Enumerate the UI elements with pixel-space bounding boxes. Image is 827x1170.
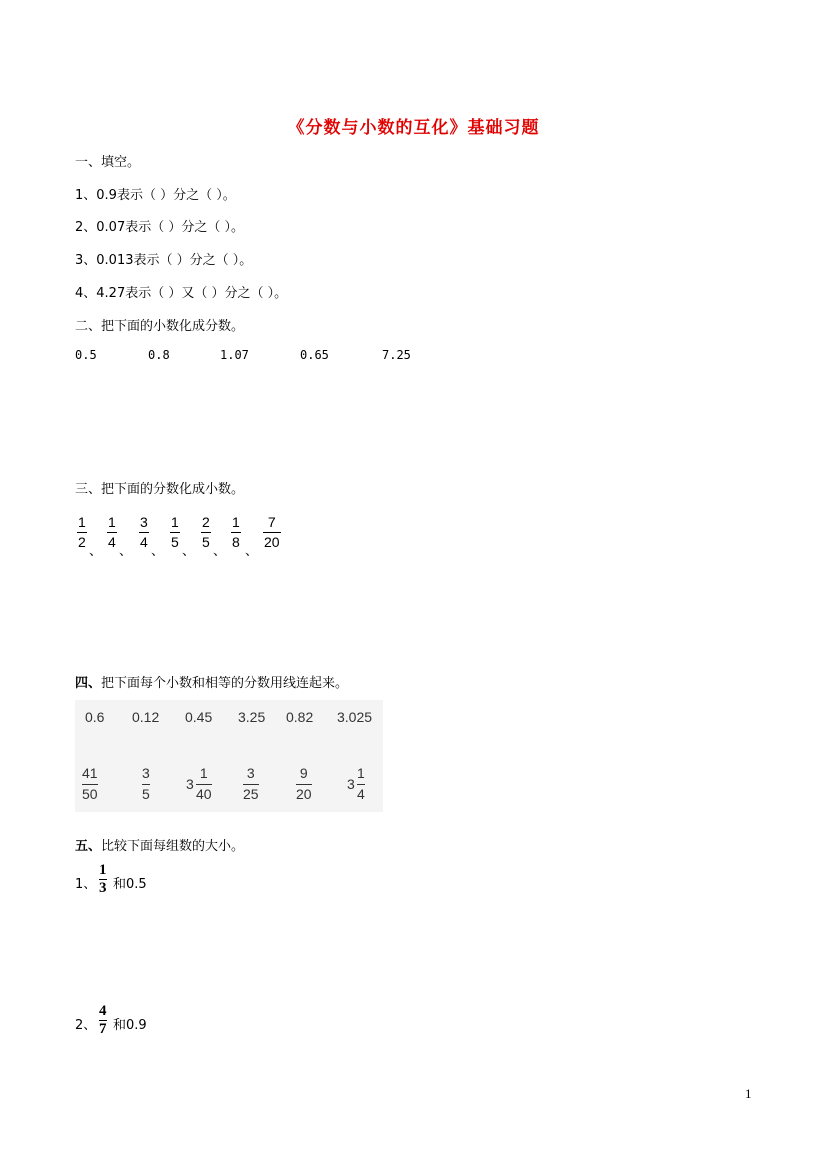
- fraction-denominator: 7: [99, 1021, 107, 1037]
- fill-item-2: 2、0.07表示（ ）分之（ ）。: [75, 220, 244, 235]
- decimal-item: 0.5: [75, 348, 97, 362]
- fraction-denominator: 4: [357, 786, 365, 802]
- fraction: [263, 514, 281, 550]
- decimal-row: [0, 348, 827, 364]
- fraction-bar: [296, 784, 312, 785]
- match-decimal: 0.12: [132, 709, 160, 725]
- fraction: [77, 514, 87, 550]
- match-decimal: 0.6: [85, 709, 105, 725]
- fraction-numerator: 1: [99, 862, 107, 878]
- match-fraction: [82, 765, 98, 803]
- separator: 、: [245, 544, 259, 559]
- fraction-numerator: 41: [82, 765, 98, 781]
- decimal-item: 1.07: [220, 348, 249, 362]
- fill-item-1: 1、0.9表示（ ）分之（ ）。: [75, 188, 236, 203]
- fraction-denominator: 2: [78, 534, 86, 550]
- fraction-bar: [139, 532, 149, 533]
- separator: 、: [182, 544, 196, 559]
- fraction-numerator: 7: [267, 514, 276, 530]
- fraction: [201, 514, 211, 550]
- separator: 、: [119, 544, 133, 559]
- fraction-denominator: 4: [108, 534, 116, 550]
- match-decimal: 3.25: [238, 709, 266, 725]
- fraction-numerator: 9: [299, 765, 308, 781]
- separator: 、: [213, 544, 227, 559]
- fraction-numerator: 1: [199, 765, 208, 781]
- section4-heading-text: 把下面每个小数和相等的分数用线连起来。: [101, 676, 349, 691]
- decimal-item: 7.25: [382, 348, 411, 362]
- fraction-bar: [170, 532, 180, 533]
- match-fraction: [243, 765, 259, 803]
- fraction-denominator: 25: [243, 786, 259, 802]
- match-decimal: 0.45: [185, 709, 213, 725]
- compare-item-1-suffix: 和0.5: [113, 877, 147, 892]
- match-fraction: [196, 765, 212, 803]
- fraction-numerator: 1: [357, 765, 365, 781]
- fill-item-4: 4、4.27表示（ ）又（ ）分之（ ）。: [75, 286, 288, 301]
- fraction-bar: [82, 784, 98, 785]
- fraction-denominator: 50: [82, 786, 98, 802]
- fraction-denominator: 4: [140, 534, 148, 550]
- fraction-denominator: 3: [99, 880, 107, 896]
- fraction-denominator: 20: [264, 534, 280, 550]
- compare-fraction-2: [99, 1004, 107, 1037]
- section3-heading: 三、把下面的分数化成小数。: [75, 482, 245, 497]
- compare-item-2-suffix: 和0.9: [113, 1018, 147, 1033]
- fraction-bar: [231, 532, 241, 533]
- decimal-item: 0.65: [300, 348, 329, 362]
- fraction: [139, 514, 149, 550]
- fraction-bar: [142, 784, 150, 785]
- fraction-denominator: 40: [196, 786, 212, 802]
- match-fraction: [296, 765, 312, 803]
- fraction-bar: [357, 784, 365, 785]
- fraction-numerator: 2: [202, 514, 210, 530]
- compare-item-1-prefix: 1、: [75, 877, 97, 892]
- fraction: [231, 514, 241, 550]
- section2-heading: 二、把下面的小数化成分数。: [75, 319, 245, 334]
- fraction-denominator: 20: [296, 786, 312, 802]
- compare-item-2-prefix: 2、: [75, 1018, 97, 1033]
- matching-table: [75, 700, 383, 812]
- fraction-numerator: 3: [142, 765, 150, 781]
- section5-heading-text: 比较下面每组数的大小。: [101, 839, 245, 854]
- fraction-bar: [196, 784, 212, 785]
- section4-heading-number: 四、: [75, 676, 102, 691]
- section5-heading-number: 五、: [75, 839, 102, 854]
- mixed-whole: 3: [186, 776, 194, 792]
- match-fraction: [357, 765, 365, 803]
- page-title: 《分数与小数的互化》基础习题: [287, 118, 540, 138]
- fraction-numerator: 3: [140, 514, 148, 530]
- fraction-numerator: 1: [78, 514, 86, 530]
- match-fraction: [142, 765, 150, 803]
- decimal-item: 0.8: [148, 348, 170, 362]
- match-decimal: 3.025: [337, 709, 373, 725]
- fraction-numerator: 1: [108, 514, 116, 530]
- fill-item-3: 3、0.013表示（ ）分之（ ）。: [75, 253, 253, 268]
- fraction-denominator: 5: [171, 534, 179, 550]
- fraction: [170, 514, 180, 550]
- section1-heading: 一、填空。: [75, 155, 141, 170]
- fraction-bar: [263, 532, 281, 533]
- match-decimal: 0.82: [286, 709, 314, 725]
- page-number: 1: [745, 1086, 752, 1101]
- fraction-denominator: 5: [142, 786, 150, 802]
- fraction-numerator: 3: [246, 765, 255, 781]
- fraction-bar: [77, 532, 87, 533]
- fraction-numerator: 1: [232, 514, 240, 530]
- fraction-numerator: 1: [171, 514, 179, 530]
- section5-heading: [75, 835, 244, 854]
- fraction-bar: [201, 532, 211, 533]
- fraction-bar: [243, 784, 259, 785]
- fraction-numerator: 4: [99, 1003, 107, 1019]
- fraction: [107, 514, 117, 550]
- separator: 、: [151, 544, 165, 559]
- mixed-whole: 3: [347, 776, 355, 792]
- compare-fraction-1: [99, 863, 107, 896]
- fraction-bar: [107, 532, 117, 533]
- fraction-denominator: 5: [202, 534, 210, 550]
- section4-heading: [75, 672, 348, 691]
- separator: 、: [89, 544, 103, 559]
- fraction-denominator: 8: [232, 534, 240, 550]
